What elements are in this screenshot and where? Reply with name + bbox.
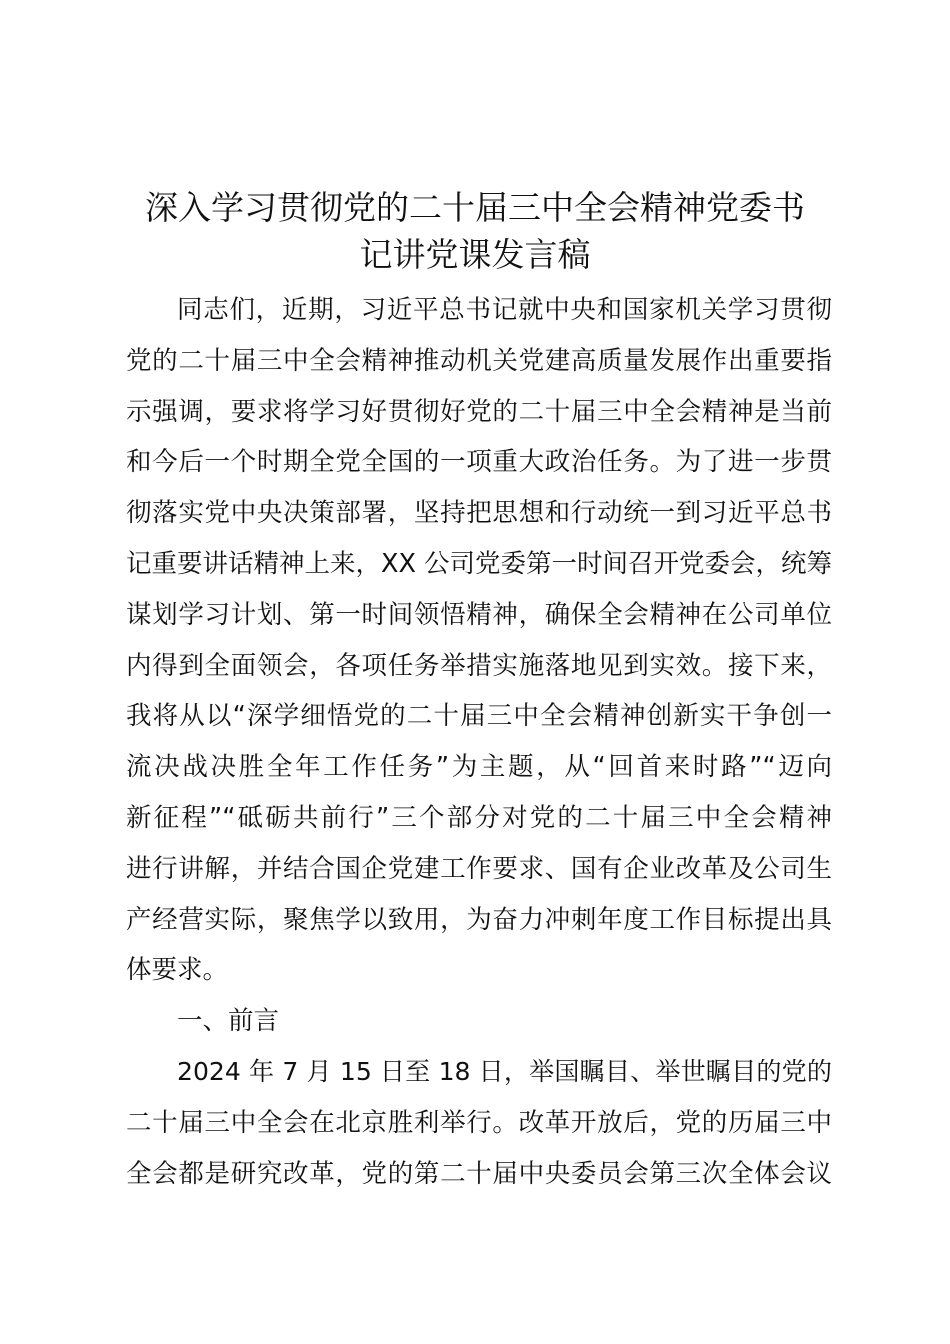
- paragraph-line: 谋划学习计划、第一时间领悟精神，确保全会精神在公司单位: [126, 599, 832, 630]
- paragraph-line: 内得到全面领会，各项任务举措实施落地见到实效。接下来，: [126, 650, 832, 681]
- paragraph-line: 产经营实际，聚焦学以致用，为奋力冲刺年度工作目标提出具: [126, 904, 832, 935]
- paragraph-line: 同志们，近期，习近平总书记就中央和国家机关学习贯彻: [177, 295, 832, 325]
- paragraph-line: 流决战决胜全年工作任务”为主题，从“回首来时路”“迈向: [126, 752, 832, 783]
- paragraph-line: 党的二十届三中全会精神推动机关党建高质量发展作出重要指: [126, 345, 832, 376]
- paragraph-line: 体要求。: [126, 955, 229, 986]
- paragraph-line: 和今后一个时期全党全国的一项重大政治任务。为了进一步贯: [126, 447, 832, 478]
- document-body: [126, 285, 832, 1199]
- document-title: [110, 184, 840, 278]
- section-heading: 一、前言: [177, 1006, 280, 1037]
- paragraph-line: 进行讲解，并结合国企党建工作要求、国有企业改革及公司生: [126, 853, 832, 884]
- paragraph-line: 二十届三中全会在北京胜利举行。改革开放后，党的历届三中: [126, 1107, 832, 1138]
- paragraph-line: 示强调，要求将学习好贯彻好党的二十届三中全会精神是当前: [126, 396, 832, 427]
- paragraph-line: 彻落实党中央决策部署，坚持把思想和行动统一到习近平总书: [126, 498, 832, 529]
- title-line-1: 深入学习贯彻党的二十届三中全会精神党委书: [145, 188, 805, 227]
- paragraph-line: 新征程”“砥砺共前行”三个部分对党的二十届三中全会精神: [126, 802, 832, 833]
- paragraph-line: 全会都是研究改革，党的第二十届中央委员会第三次全体会议: [126, 1158, 832, 1189]
- title-line-2: 记讲党课发言稿: [359, 235, 591, 274]
- paragraph-line: 记重要讲话精神上来，XX 公司党委第一时间召开党委会，统筹: [126, 548, 833, 579]
- paragraph-line: 2024 年 7 月 15 日至 18 日，举国瞩目、举世瞩目的党的: [177, 1056, 832, 1086]
- paragraph-line: 我将从以“深学细悟党的二十届三中全会精神创新实干争创一: [126, 701, 832, 732]
